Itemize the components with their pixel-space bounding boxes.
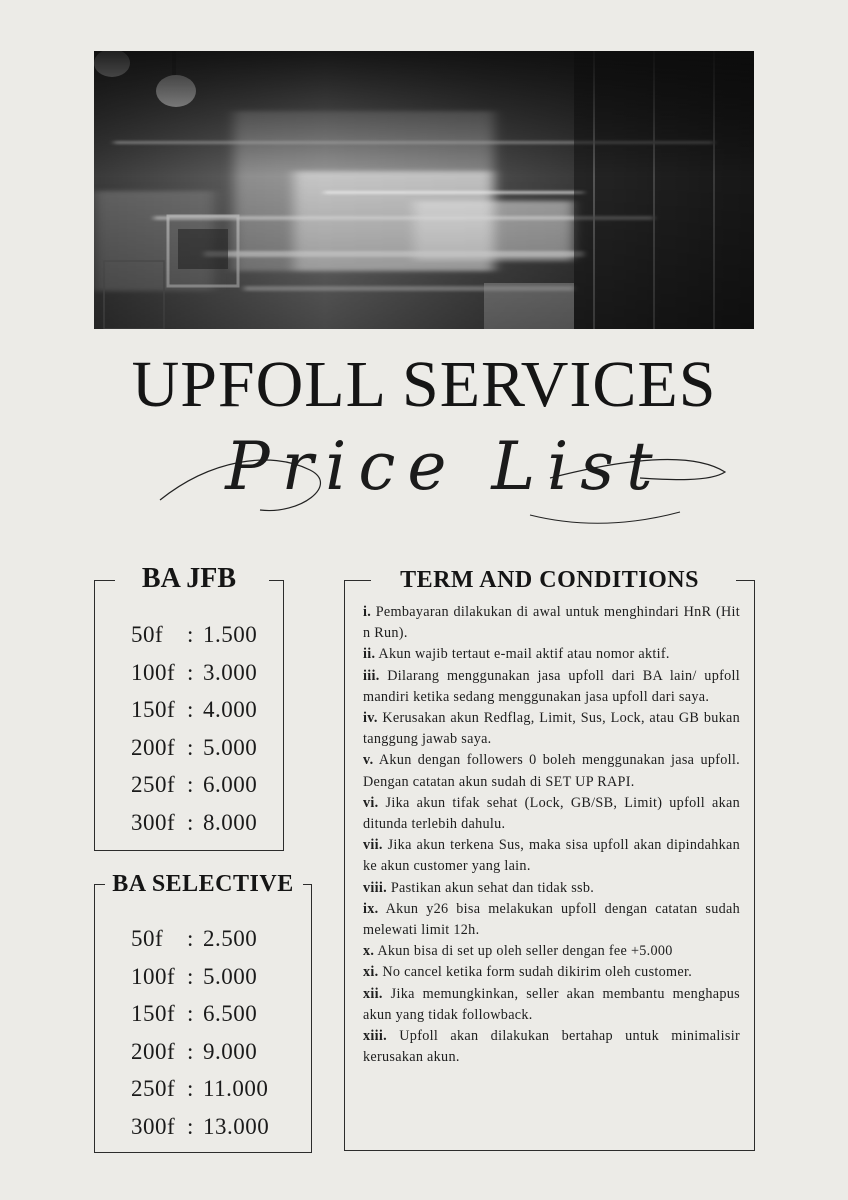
price-row <box>131 691 257 729</box>
term-item <box>363 644 740 665</box>
price: 4.000 <box>203 697 258 722</box>
term-text: Kerusakan akun Redflag, Limit, Sus, Lock, atau GB bukan tanggung jawab saya. <box>363 710 740 748</box>
term-item <box>363 878 740 899</box>
quantity: 200f <box>131 1038 176 1064</box>
price-row <box>131 958 269 996</box>
separator: : <box>187 1076 194 1101</box>
ba-selective-heading: BA SELECTIVE <box>112 871 294 897</box>
quantity: 150f <box>131 697 176 722</box>
price-row <box>131 729 257 767</box>
term-number: i. <box>363 604 372 620</box>
price-row <box>131 804 257 842</box>
page-title: UPFOLL SERVICES <box>131 348 717 421</box>
term-text: Jika memungkinkan, seller akan membantu menghapus akun yang tidak followback. <box>363 985 740 1023</box>
term-text: No cancel ketika form sudah dikirim oleh customer. <box>382 964 693 981</box>
price-row <box>131 616 257 654</box>
ba-selective-price-list <box>131 920 269 1145</box>
term-number: x. <box>363 943 375 960</box>
price-row <box>131 766 257 804</box>
separator: : <box>187 926 194 951</box>
quantity: 100f <box>131 659 176 685</box>
quantity: 250f <box>131 1076 176 1101</box>
quantity: 200f <box>131 734 176 760</box>
price-row <box>131 1070 269 1108</box>
term-number: ix. <box>363 900 379 917</box>
term-item <box>363 835 740 877</box>
separator: : <box>187 1113 194 1139</box>
price: 9.000 <box>203 1038 258 1064</box>
term-number: vi. <box>363 794 379 811</box>
price-row <box>131 920 269 958</box>
term-text: Akun dengan followers 0 boleh menggunakan jasa upfoll. Dengan catatan akun sudah di SET UP RAPI. <box>363 752 740 790</box>
term-item <box>363 708 740 750</box>
term-text: Jika akun tifak sehat (Lock, GB/SB, Limit) upfoll akan ditunda terlebih dahulu. <box>363 794 740 833</box>
price: 3.000 <box>203 659 258 685</box>
term-number: viii. <box>363 879 387 896</box>
term-item <box>363 1026 740 1068</box>
price: 2.500 <box>203 926 258 951</box>
term-number: xi. <box>363 964 379 981</box>
separator: : <box>187 772 194 797</box>
term-number: xiii. <box>363 1028 387 1045</box>
price: 11.000 <box>203 1076 269 1101</box>
term-number: v. <box>363 752 374 769</box>
price: 8.000 <box>203 809 258 835</box>
separator: : <box>187 1038 194 1064</box>
term-text: Akun wajib tertaut e-mail aktif atau nomor aktif. <box>378 646 670 663</box>
terms-list <box>363 602 740 1068</box>
price: 6.000 <box>203 772 258 797</box>
term-item <box>363 602 740 644</box>
ba-jfb-heading: BA JFB <box>141 563 237 594</box>
term-item <box>363 941 740 962</box>
term-text: Akun y26 bisa melakukan upfoll dengan catatan sudah melewati limit 12h. <box>363 900 740 939</box>
term-number: iv. <box>363 710 378 727</box>
ba-jfb-price-list <box>131 616 257 841</box>
hero-photo <box>94 51 754 329</box>
price-row <box>131 1033 269 1071</box>
ba-selective-price-box <box>94 871 312 1153</box>
price-row <box>131 654 257 692</box>
term-number: xii. <box>363 985 383 1002</box>
ba-jfb-price-box <box>94 563 284 851</box>
term-text: Upfoll akan dilakukan bertahap untuk minimalisir kerusakan akun. <box>363 1028 740 1066</box>
quantity: 150f <box>131 1001 176 1026</box>
term-item <box>363 984 740 1026</box>
term-number: ii. <box>363 646 376 663</box>
term-text: Jika akun terkena Sus, maka sisa upfoll akan dipindahkan ke akun customer yang lain. <box>363 837 740 875</box>
quantity: 300f <box>131 809 176 835</box>
quantity: 50f <box>131 622 164 647</box>
price: 5.000 <box>203 734 258 760</box>
quantity: 250f <box>131 772 176 797</box>
price: 5.000 <box>203 963 258 989</box>
separator: : <box>187 697 194 722</box>
quantity: 300f <box>131 1113 176 1139</box>
price: 1.500 <box>203 622 258 647</box>
term-item <box>363 962 740 983</box>
price: 13.000 <box>203 1113 270 1139</box>
term-item <box>363 899 740 941</box>
separator: : <box>187 734 194 760</box>
subtitle-text: Price List <box>225 428 665 505</box>
price-row <box>131 1108 269 1146</box>
quantity: 100f <box>131 963 176 989</box>
quantity: 50f <box>131 926 164 951</box>
price-row <box>131 995 269 1033</box>
term-item <box>363 666 740 708</box>
term-item <box>363 793 740 835</box>
separator: : <box>187 1001 194 1026</box>
separator: : <box>187 622 194 647</box>
term-text: Dilarang menggunakan jasa upfoll dari BA lain/ upfoll mandiri ketika sedang menggunakan jasa upfoll dari saya. <box>363 667 740 705</box>
price: 6.500 <box>203 1001 258 1026</box>
term-number: vii. <box>363 837 383 854</box>
term-item <box>363 750 740 792</box>
terms-and-conditions-box <box>344 567 755 1151</box>
term-text: Akun bisa di set up oleh seller dengan fee +5.000 <box>377 943 673 960</box>
separator: : <box>187 809 194 835</box>
separator: : <box>187 963 194 989</box>
term-number: iii. <box>363 667 380 684</box>
page-subtitle <box>150 420 730 530</box>
terms-heading: TERM AND CONDITIONS <box>400 567 699 593</box>
term-text: Pembayaran dilakukan di awal untuk menghindari HnR (Hit n Run). <box>363 604 740 642</box>
separator: : <box>187 659 194 685</box>
term-text: Pastikan akun sehat dan tidak ssb. <box>390 879 595 896</box>
